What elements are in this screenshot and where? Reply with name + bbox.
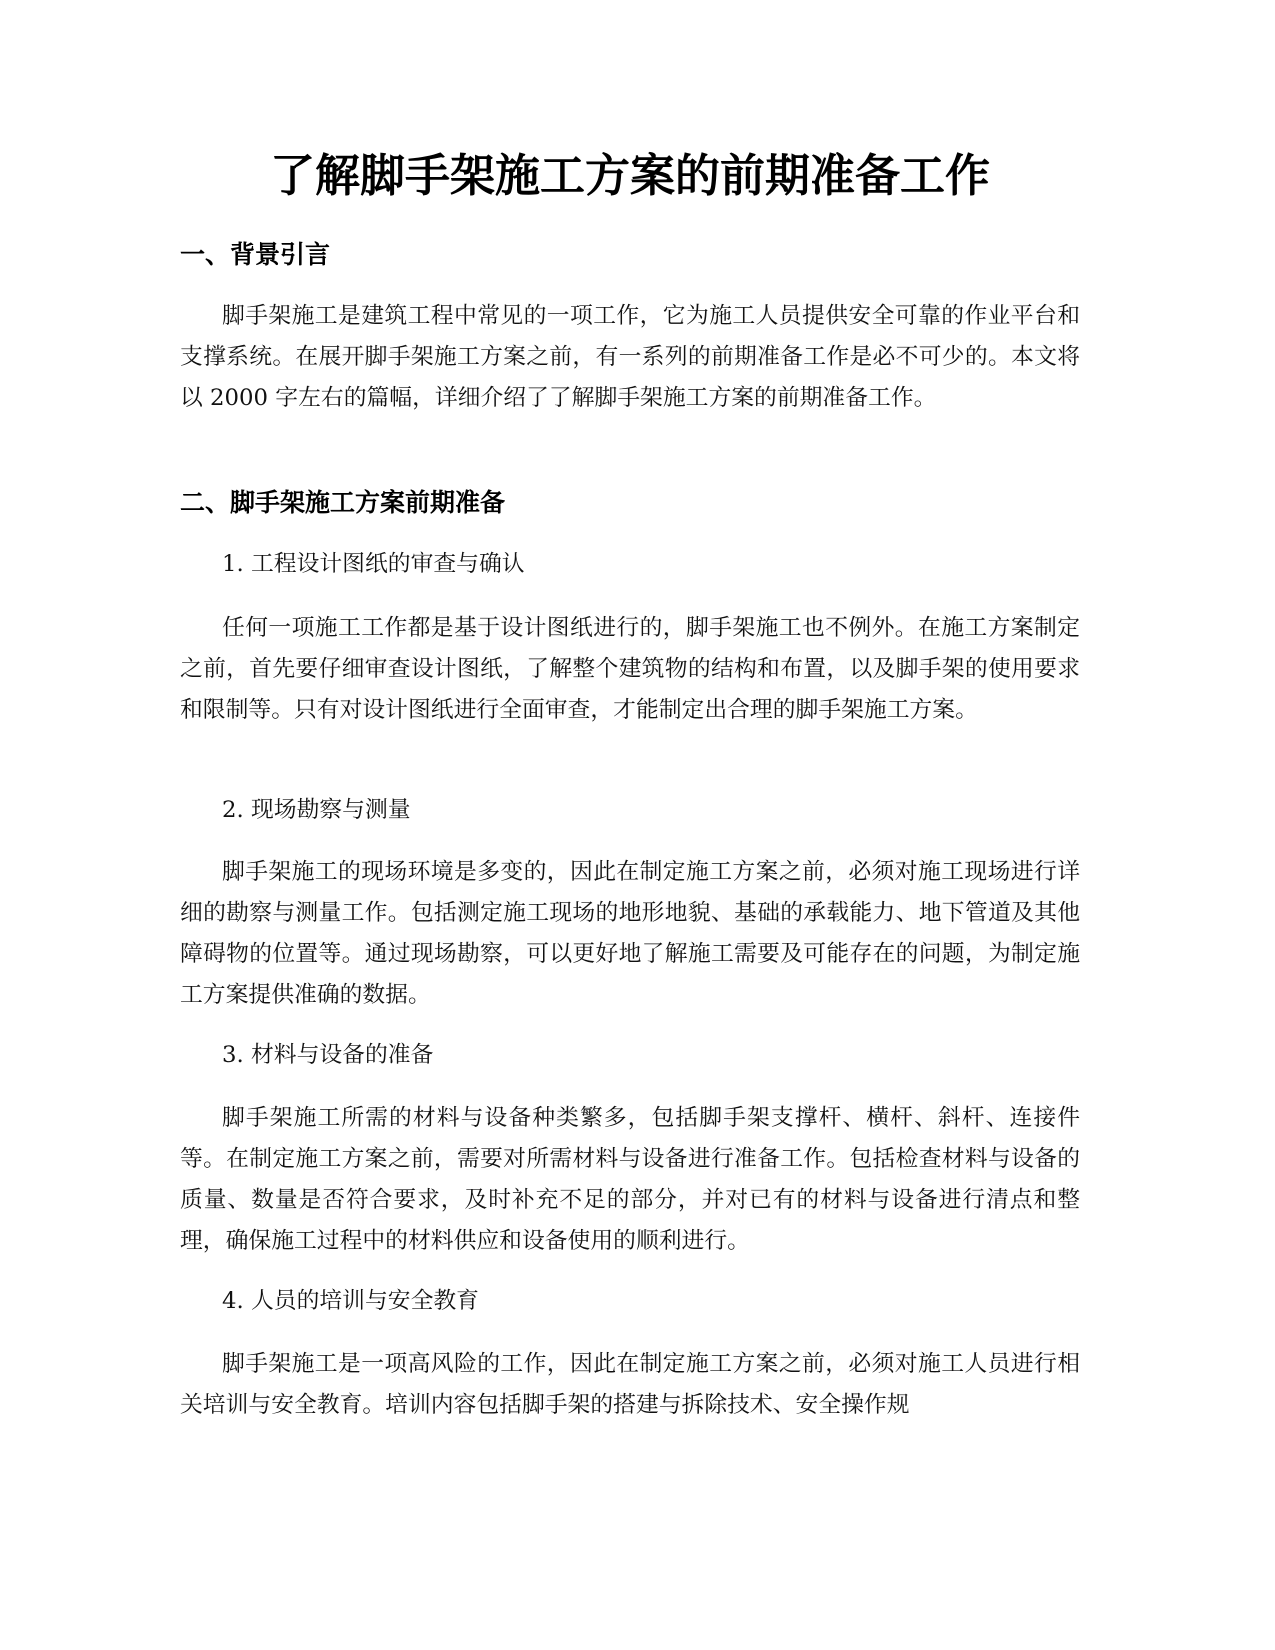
subheading-personnel-training: 4. 人员的培训与安全教育 xyxy=(222,1288,479,1314)
section-heading-preparation: 二、脚手架施工方案前期准备 xyxy=(180,488,506,517)
paragraph-drawing-review: 任何一项施工工作都是基于设计图纸进行的，脚手架施工也不例外。在施工方案制定之前，首先要仔细审查设计图纸，了解整个建筑物的结构和布置，以及脚手架的使用要求和限制等。只有对设计图纸进行全面审查，才能制定出合理的脚手架施工方案。 xyxy=(180,615,1080,723)
document-title: 了解脚手架施工方案的前期准备工作 xyxy=(269,149,990,202)
subheading-materials-equipment: 3. 材料与设备的准备 xyxy=(222,1042,434,1068)
section-heading-background: 一、背景引言 xyxy=(180,240,331,269)
paragraph-personnel-training: 脚手架施工是一项高风险的工作，因此在制定施工方案之前，必须对施工人员进行相关培训与安全教育。培训内容包括脚手架的搭建与拆除技术、安全操作规 xyxy=(180,1351,1080,1418)
subheading-drawing-review: 1. 工程设计图纸的审查与确认 xyxy=(222,551,525,577)
paragraph-background: 脚手架施工是建筑工程中常见的一项工作，它为施工人员提供安全可靠的作业平台和支撑系统。在展开脚手架施工方案之前，有一系列的前期准备工作是必不可少的。本文将以 2000 字左右的篇幅，详细介绍了了解脚手架施工方案的前期准备工作。 xyxy=(180,303,1080,411)
subheading-site-survey: 2. 现场勘察与测量 xyxy=(222,797,411,823)
paragraph-site-survey: 脚手架施工的现场环境是多变的，因此在制定施工方案之前，必须对施工现场进行详细的勘察与测量工作。包括测定施工现场的地形地貌、基础的承载能力、地下管道及其他障碍物的位置等。通过现场勘察，可以更好地了解施工需要及可能存在的问题，为制定施工方案提供准确的数据。 xyxy=(180,859,1080,1008)
document-page xyxy=(180,0,1080,1650)
paragraph-materials-equipment: 脚手架施工所需的材料与设备种类繁多，包括脚手架支撑杆、横杆、斜杆、连接件等。在制定施工方案之前，需要对所需材料与设备进行准备工作。包括检查材料与设备的质量、数量是否符合要求，及时补充不足的部分，并对已有的材料与设备进行清点和整理，确保施工过程中的材料供应和设备使用的顺利进行。 xyxy=(180,1105,1080,1254)
